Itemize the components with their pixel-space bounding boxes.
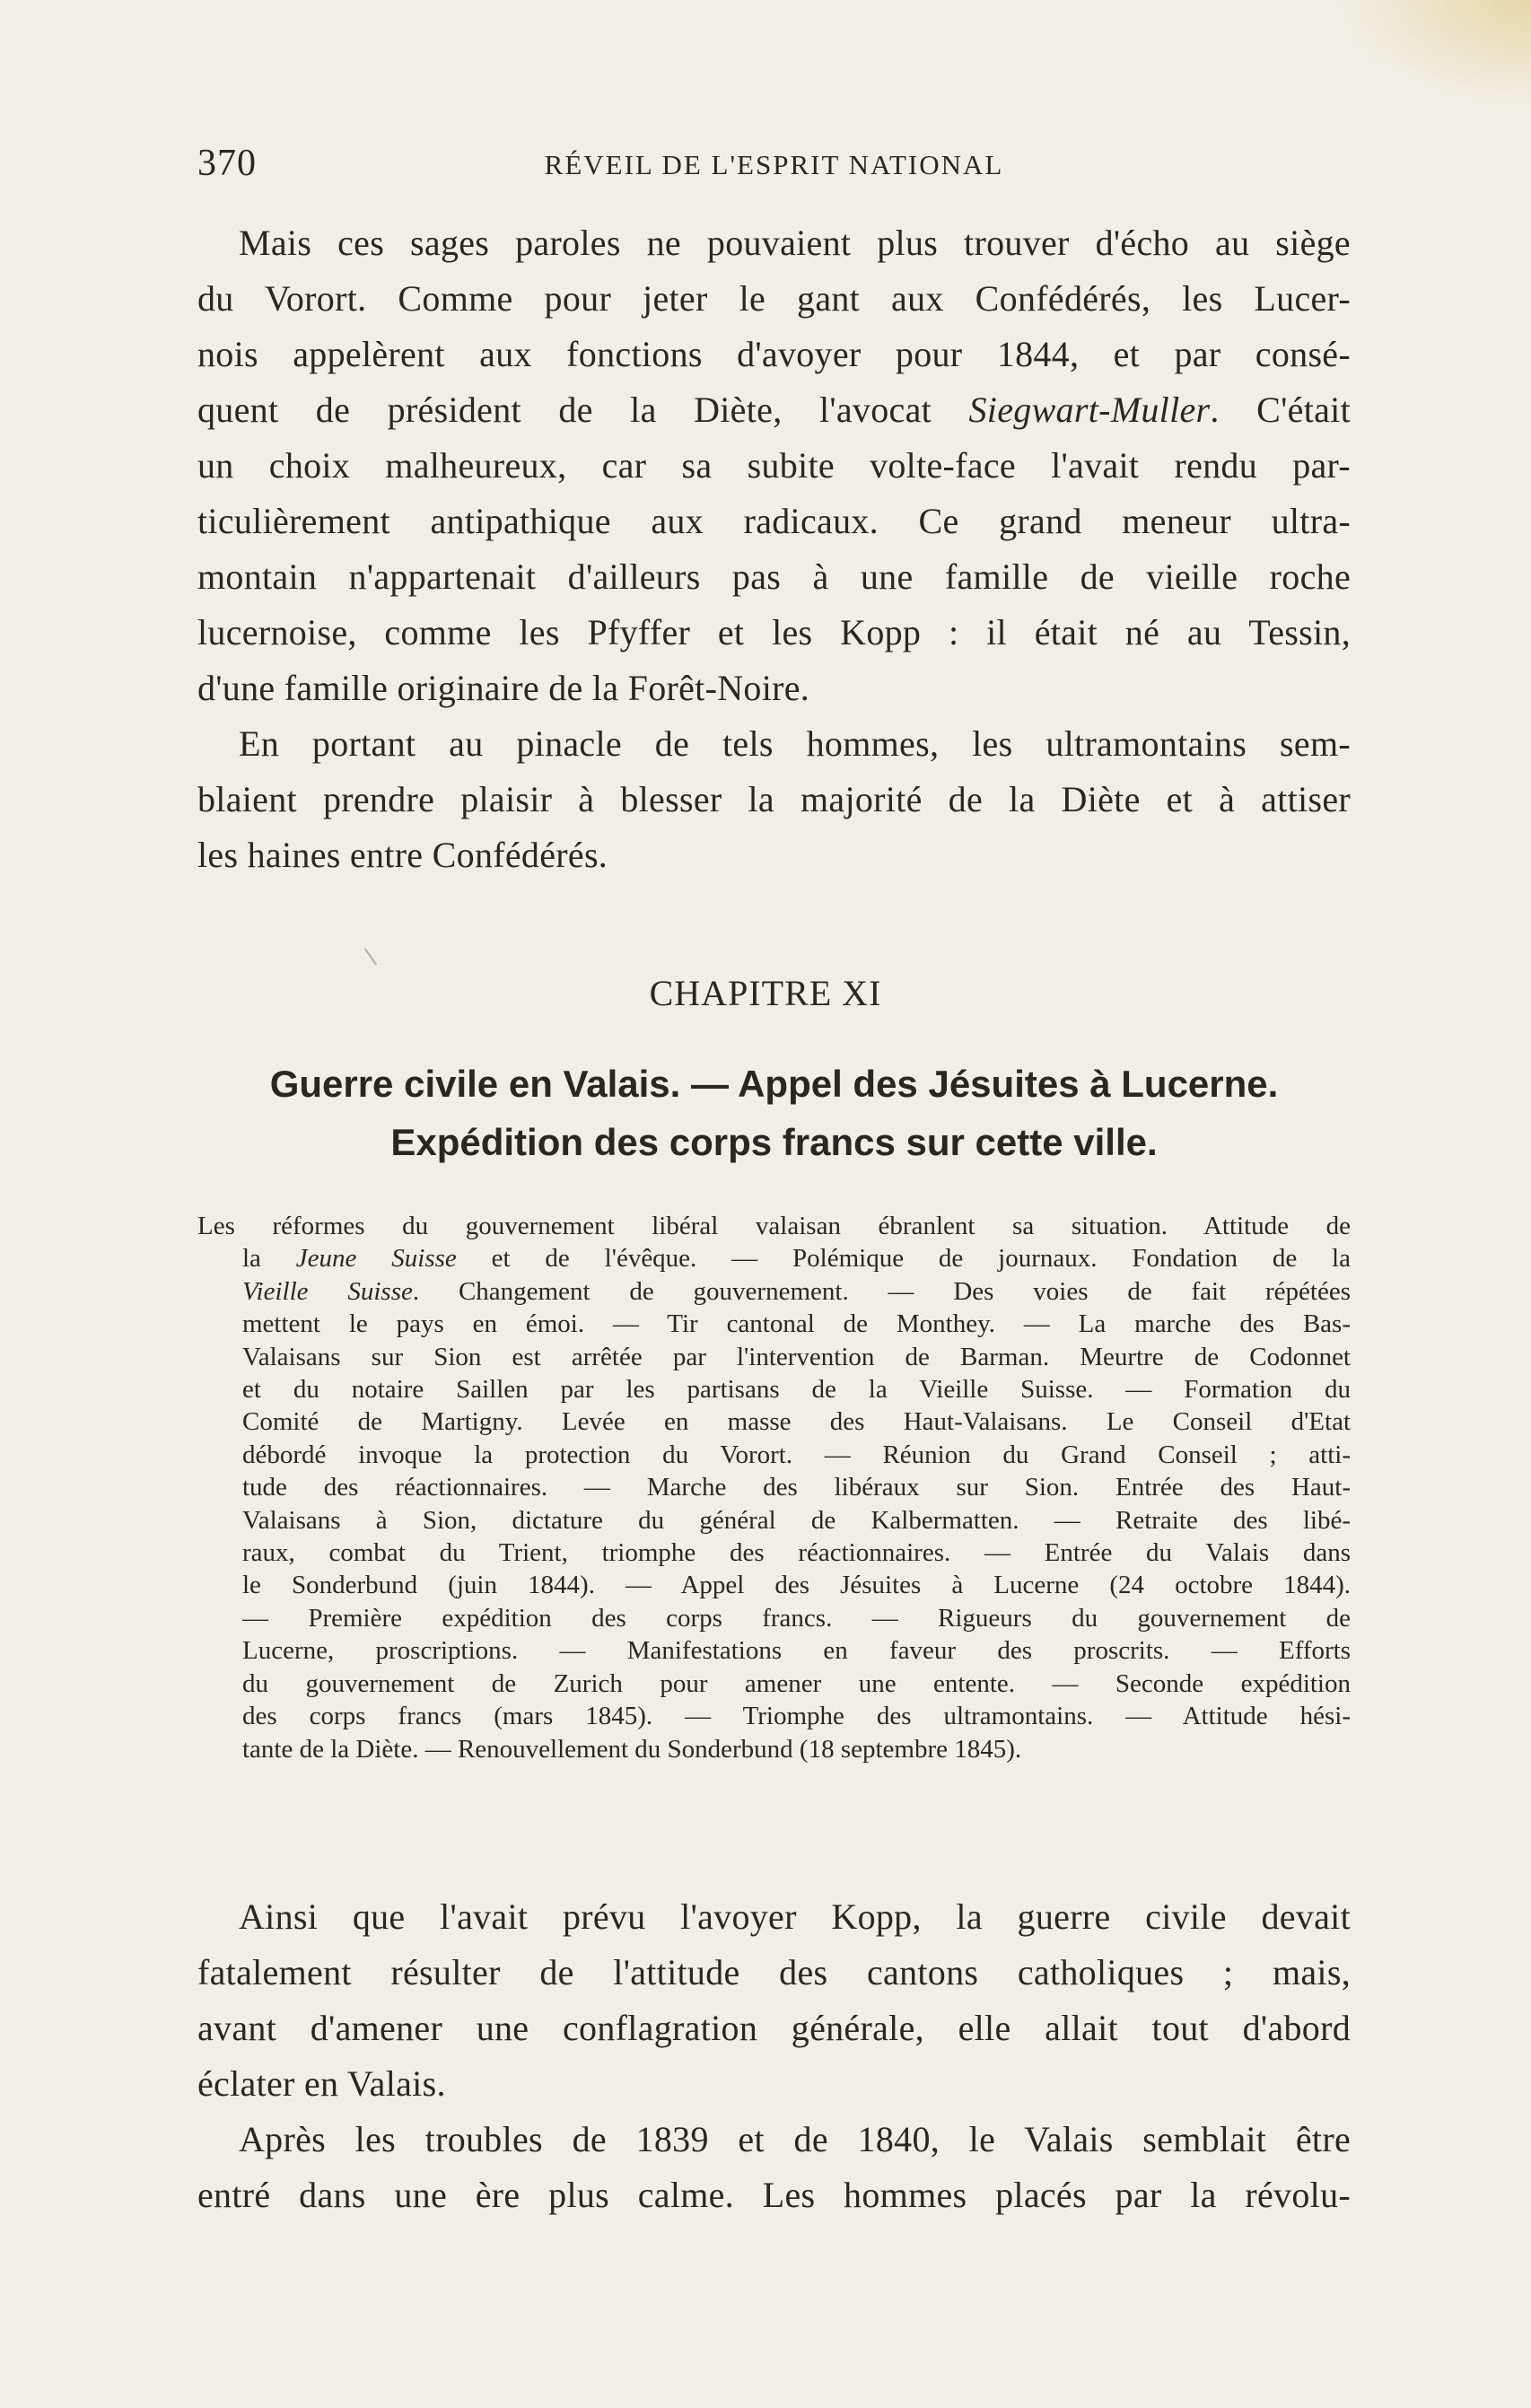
text-line: montain n'appartenait d'ailleurs pas à une famille de vieille roche	[197, 556, 1351, 597]
chapter-title	[197, 1055, 1351, 1171]
summary-line: Lucerne, proscriptions. — Manifestations en faveur des proscrits. — Efforts	[242, 1636, 1351, 1666]
summary-line: mettent le pays en émoi. — Tir cantonal de Monthey. — La marche des Bas-	[242, 1309, 1351, 1339]
summary-line: tude des réactionnaires. — Marche des libéraux sur Sion. Entrée des Haut-	[242, 1473, 1351, 1502]
page-header	[197, 142, 1351, 187]
summary-line: Comité de Martigny. Levée en masse des Haut-Valaisans. Le Conseil d'Etat	[242, 1407, 1351, 1437]
text-line: ticulièrement antipathique aux radicaux. Ce grand meneur ultra-	[197, 501, 1351, 541]
chapter-title-line: Guerre civile en Valais. — Appel des Jésuites à Lucerne.	[269, 1063, 1279, 1105]
text-line: éclater en Valais.	[197, 2063, 446, 2104]
summary-line: du gouvernement de Zurich pour amener une entente. — Seconde expédition	[242, 1668, 1351, 1698]
text-fragment: et de l'évêque. — Polémique de journaux. Fondation de la	[456, 1244, 1351, 1274]
text-line: Après les troubles de 1839 et de 1840, le Valais semblait être	[239, 2119, 1351, 2159]
text-line: lucernoise, comme les Pfyffer et les Kopp : il était né au Tessin,	[197, 612, 1351, 652]
text-fragment: . Changement de gouvernement. — Des voies de fait répétées	[412, 1276, 1351, 1306]
summary-line: Valaisans à Sion, dictature du général de Kalbermatten. — Retraite des libé-	[242, 1505, 1351, 1535]
text-line: En portant au pinacle de tels hommes, les ultramontains sem-	[239, 723, 1351, 764]
text-line: Ainsi que l'avait prévu l'avoyer Kopp, la guerre civile devait	[239, 1896, 1351, 1937]
closing-paragraphs	[197, 1889, 1351, 2223]
text-line: les haines entre Confédérés.	[197, 835, 608, 875]
opening-paragraphs	[197, 215, 1351, 883]
summary-line	[242, 1242, 1351, 1274]
summary-line: — Première expédition des corps francs. — Rigueurs du gouvernement de	[242, 1603, 1351, 1633]
summary-line: et du notaire Saillen par les partisans de la Vieille Suisse. — Formation du	[242, 1375, 1351, 1405]
text-line-with-italic-name	[197, 382, 1351, 438]
italic-title: Vieille Suisse	[242, 1276, 413, 1306]
summary-line: des corps francs (mars 1845). — Triomphe des ultramontains. — Attitude hési-	[242, 1702, 1351, 1731]
text-fragment: quent de président de la Diète, l'avocat	[197, 390, 969, 430]
summary-line: Les réformes du gouvernement libéral valaisan ébranlent sa situation. Attitude de	[197, 1212, 1351, 1240]
text-line: Mais ces sages paroles ne pouvaient plus trouver d'écho au siège	[239, 223, 1351, 263]
running-title: RÉVEIL DE L'ESPRIT NATIONAL	[544, 149, 1004, 180]
chapter-number: CHAPITRE XI	[649, 973, 882, 1013]
summary-line: le Sonderbund (juin 1844). — Appel des Jésuites à Lucerne (24 octobre 1844).	[242, 1571, 1351, 1600]
text-fragment: la	[242, 1244, 296, 1274]
summary-line: tante de la Diète. — Renouvellement du Sonderbund (18 septembre 1845).	[242, 1734, 1022, 1764]
text-line: entré dans une ère plus calme. Les hommes placés par la révolu-	[197, 2175, 1351, 2215]
summary-line: Valaisans sur Sion est arrêtée par l'intervention de Barman. Meurtre de Codonnet	[242, 1342, 1351, 1371]
chapter-title-line: Expédition des corps francs sur cette ville.	[390, 1121, 1158, 1163]
text-line: fatalement résulter de l'attitude des cantons catholiques ; mais,	[197, 1952, 1351, 1992]
text-fragment: . C'était	[1210, 390, 1351, 430]
text-line: d'une famille originaire de la Forêt-Noire.	[197, 668, 810, 708]
page-number: 370	[197, 143, 257, 184]
text-line: avant d'amener une conflagration générale, elle allait tout d'abord	[197, 2008, 1351, 2048]
summary-line	[242, 1275, 1351, 1308]
text-line: blaient prendre plaisir à blesser la majorité de la Diète et à attiser	[197, 779, 1351, 819]
printing-mark	[364, 948, 377, 965]
text-line: un choix malheureux, car sa subite volte-face l'avait rendu par-	[197, 445, 1351, 486]
summary-line: débordé invoque la protection du Vorort. — Réunion du Grand Conseil ; atti-	[242, 1440, 1351, 1469]
chapter-summary	[197, 1210, 1351, 1765]
text-line: nois appelèrent aux fonctions d'avoyer pour 1844, et par consé-	[197, 334, 1351, 374]
text-line: du Vorort. Comme pour jeter le gant aux Confédérés, les Lucer-	[197, 278, 1351, 319]
italic-title: Jeune Suisse	[295, 1244, 457, 1274]
italic-name: Siegwart-Muller	[968, 390, 1211, 430]
summary-line: raux, combat du Trient, triomphe des réactionnaires. — Entrée du Valais dans	[242, 1538, 1351, 1568]
